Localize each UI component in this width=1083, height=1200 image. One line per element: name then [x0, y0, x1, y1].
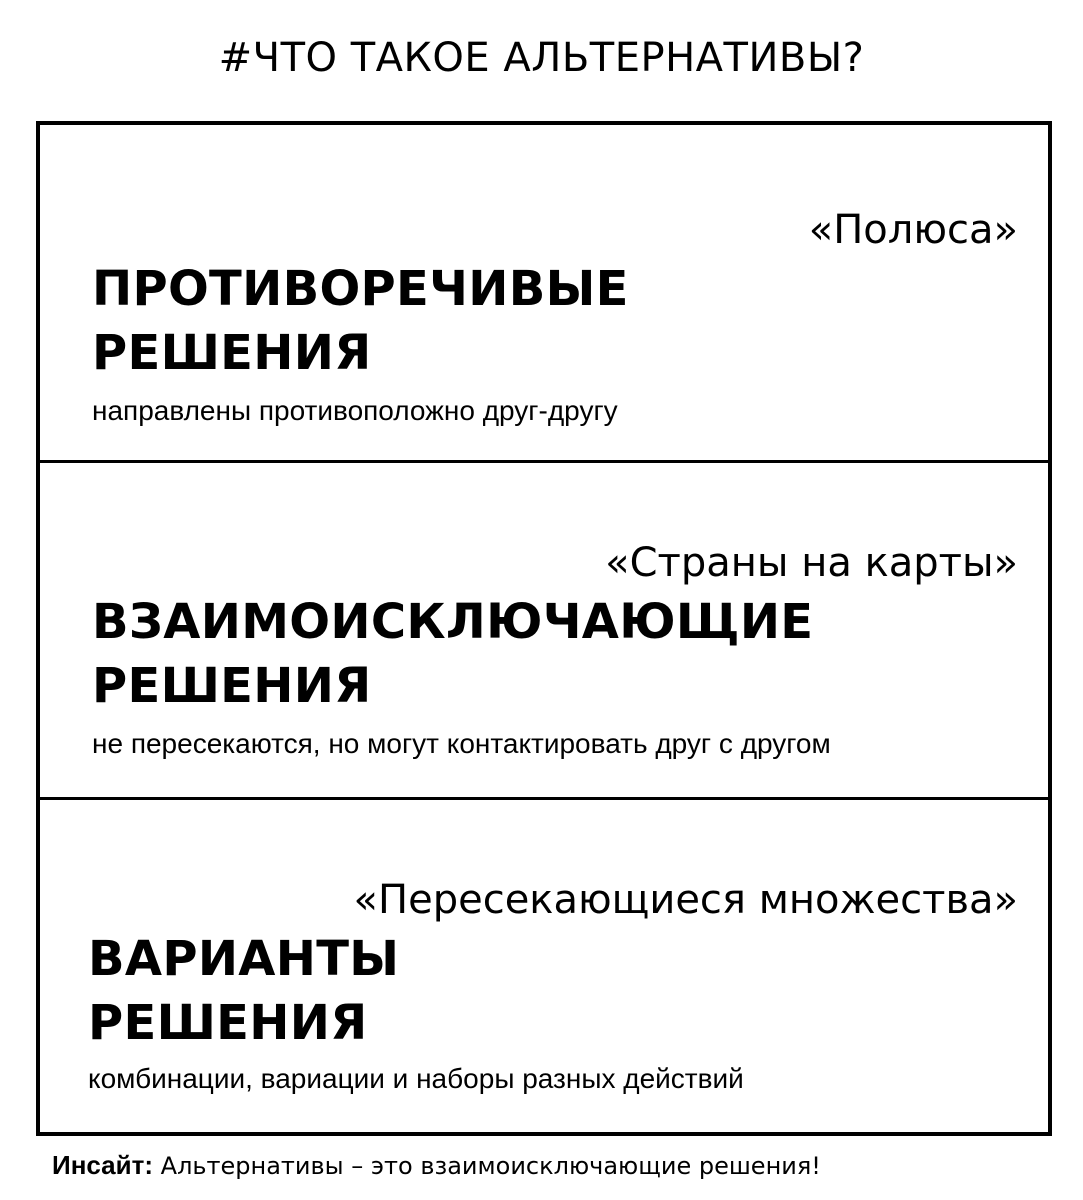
metaphor-label: «Страны на карты»: [605, 540, 1018, 586]
insight-note: [52, 1148, 821, 1183]
metaphor-label: «Полюса»: [808, 207, 1018, 253]
section-description: направлены противоположно друг-другу: [92, 395, 618, 426]
section-heading: [92, 590, 813, 718]
section-contradictory-solutions: [40, 125, 1048, 460]
page-title: #ЧТО ТАКОЕ АЛЬТЕРНАТИВЫ?: [218, 35, 865, 81]
section-description: не пересекаются, но могут контактировать друг с другом: [92, 728, 831, 759]
heading-line-2: РЕШЕНИЯ: [88, 995, 368, 1051]
insight-label: Инсайт:: [52, 1150, 154, 1180]
section-mutually-exclusive-solutions: [40, 462, 1048, 797]
heading-line-1: ПРОТИВОРЕЧИВЫЕ: [92, 261, 629, 317]
heading-line-2: РЕШЕНИЯ: [92, 325, 372, 381]
heading-line-2: РЕШЕНИЯ: [92, 658, 372, 714]
insight-text: Альтернативы – это взаимоисключающие решения!: [153, 1152, 821, 1180]
heading-line-1: ВАРИАНТЫ: [88, 931, 400, 987]
section-solution-variants: [40, 799, 1048, 1132]
metaphor-label: «Пересекающиеся множества»: [353, 877, 1018, 923]
section-heading: [92, 257, 629, 385]
section-heading: [88, 927, 399, 1055]
heading-line-1: ВЗАИМОИСКЛЮЧАЮЩИЕ: [92, 594, 814, 650]
section-description: комбинации, вариации и наборы разных действий: [88, 1063, 744, 1094]
alternatives-frame: [36, 121, 1052, 1136]
